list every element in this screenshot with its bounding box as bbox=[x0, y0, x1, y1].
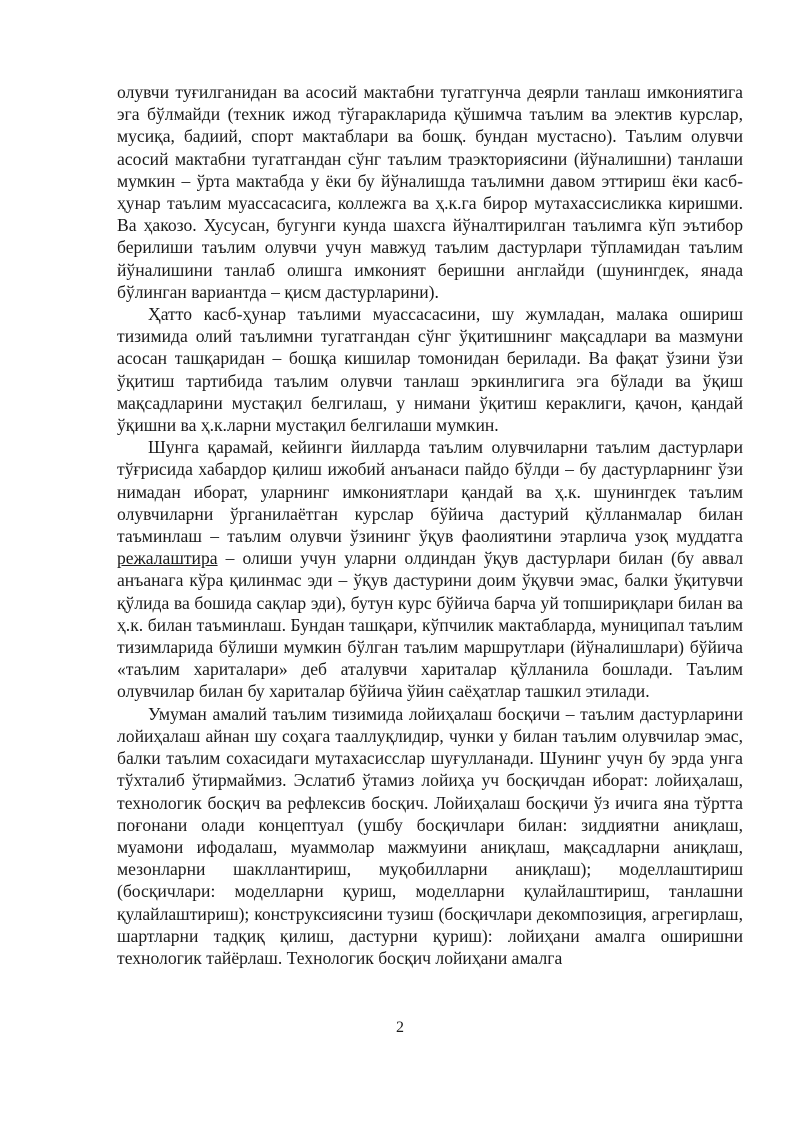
paragraph-3 bbox=[117, 436, 743, 702]
body-text bbox=[117, 81, 743, 969]
page-number: 2 bbox=[396, 1019, 404, 1036]
paragraph-3-text-before: Шунга қарамай, кейинги йилларда таълим олувчиларни таълим дастурлари тўғрисида хабардор қилиш ижобий анъанаси пайдо бўлди – бу дастурларнинг ўзи нимадан иборат, уларнинг имкониятлари қандай ва ҳ.к. шунингдек таълим олувчиларни ўрганилаётган курслар бўйича дастурий қўлланмалар билан таъминлаш – таълим олувчи ўзининг ўқув фаолиятини этарлича узоқ муддатга bbox=[117, 437, 743, 547]
paragraph-4: Умуман амалий таълим тизимида лойиҳалаш босқичи – таълим дастурларини лойиҳалаш айнан шу соҳага тааллуқлидир, чунки у билан таълим олувчилар эмас, балки таълим сохасидаги мутахасисслар шуғулланади. Шунинг учун бу эрда унга тўхталиб ўтирмаймиз. Эслатиб ўтамиз лойиҳа уч босқичдан иборат: лойиҳалаш, технологик босқич ва рефлексив босқич. Лойиҳалаш босқичи ўз ичига яна тўртта поғонани олади концептуал (ушбу босқичлари билан: зиддиятни аниқлаш, муамони ифодалаш, муаммолар мажмуини аниқлаш, мақсадларни аниқлаш, мезонларни шакллантириш, муқобилларни аниқлаш); моделлаштириш (босқичлари: моделларни қуриш, моделларни қулайлаштириш, танлашни қулайлаштириш); конструксиясини тузиш (босқичлари декомпозиция, агрегирлаш, шартларни тадқиқ қилиш, дастурни қуриш): лойиҳани амалга оширишни технологик тайёрлаш. Технологик босқич лойиҳани амалга bbox=[117, 703, 743, 968]
paragraph-3-text-after: – олиши учун уларни олдиндан ўқув дастурлари билан (бу аввал анъанага кўра қилинмас эди – ўқув дастурини доим ўқувчи эмас, балки ўқитувчи қўлида ва бошида сақлар эди), бутун курс бўйича барча уй топшириқлари билан ва ҳ.к. билан таъминлаш. Бундан ташқари, кўпчилик мактабларда, муниципал таълим тизимларида бўлиши мумкин бўлган таълим маршрутлари (йўналишлари) бўйича «таълим хариталари» деб аталувчи хариталар қўлланила бошлади. Таълим олувчилар билан бу хариталар бўйича ўйин саёҳатлар ташкил этилади. bbox=[117, 548, 743, 702]
paragraph-2: Ҳатто касб-ҳунар таълими муассасасини, шу жумладан, малака ошириш тизимида олий таълимни тугатгандан сўнг ўқитишнинг мақсадлари ва мазмуни асосан ташқаридан – бошқа кишилар томонидан берилади. Ва фақат ўзини ўзи ўқитиш тартибида таълим олувчи танлаш эркинлигига эга бўлади ва ўқиш мақсадларини мустақил белгилаш, у нимани ўқитиш кераклиги, қачон, қандай ўқишни ва ҳ.к.ларни мустақил белгилаши мумкин. bbox=[117, 304, 743, 436]
underlined-word: режалаштира bbox=[117, 548, 218, 569]
paragraph-1: олувчи туғилганидан ва асосий мактабни тугатгунча деярли танлаш имкониятига эга бўлмайди (техник ижод тўгаракларида қўшимча таълим ва электив курслар, мусиқа, бадиий, спорт мактаблари ва бошқ. бундан мустасно). Таълим олувчи асосий мактабни тугатгандан сўнг таълим траэкториясини (йўналишни) танлаши мумкин – ўрта мактабда у ёки бу йўналишда таълимни давом эттириш ёки касб-ҳунар таълим муассасасига, коллежга ва ҳ.к.га бирор мутахассисликка киришми. Ва ҳакозо. Хусусан, бугунги кунда шахсга йўналтирилган таълимга кўп эътибор берилиши таълим олувчи учун мавжуд таълим дастурлари тўпламидан таълим йўналишини танлаб олишга имконият беришни англайди (шунингдек, янада бўлинган вариантда – қисм дастурларини). bbox=[117, 82, 743, 302]
